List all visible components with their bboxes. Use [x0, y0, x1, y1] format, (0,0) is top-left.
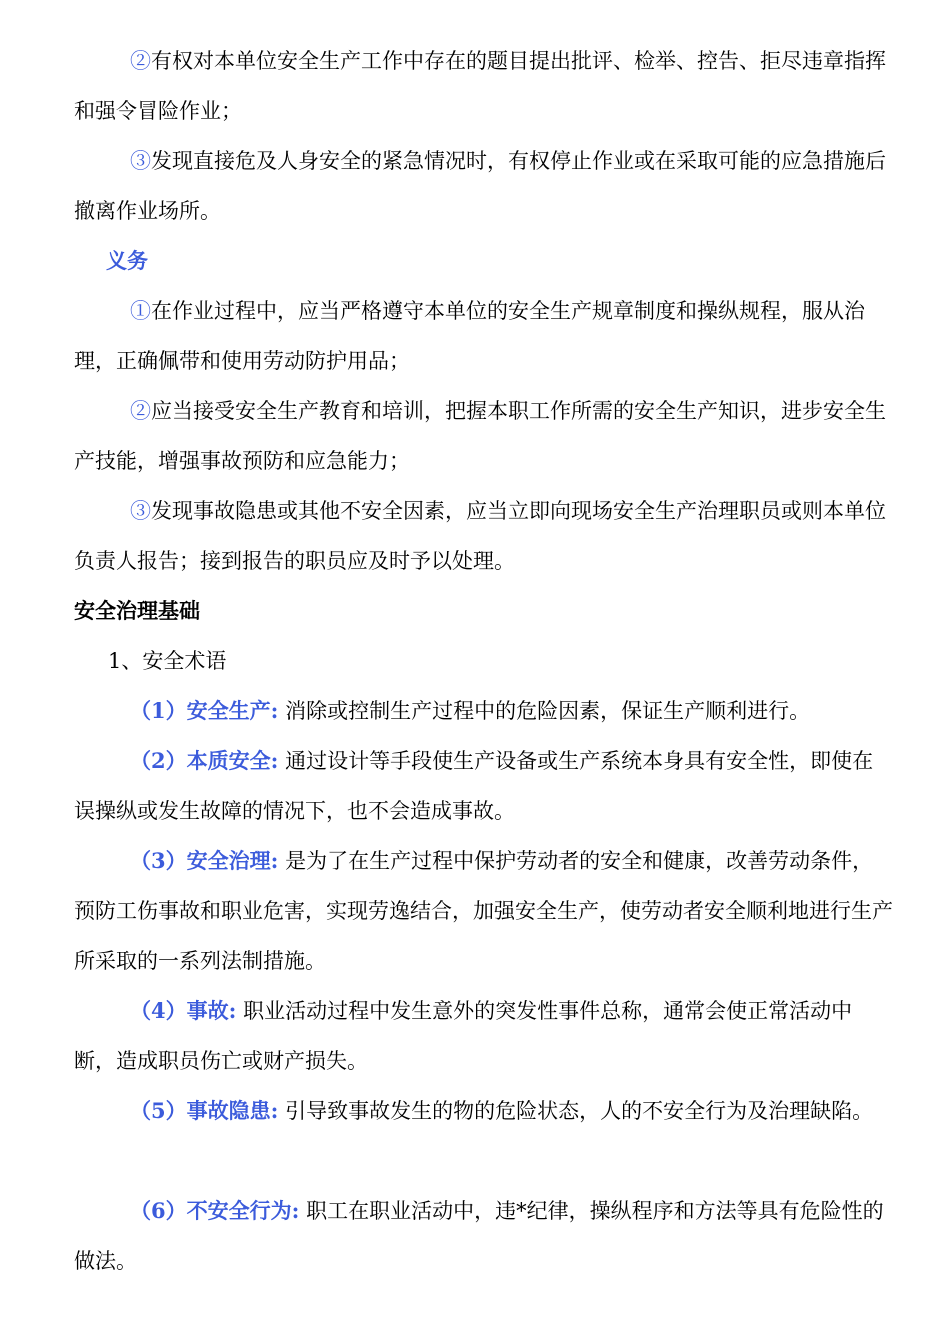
rights-item-3 [74, 136, 894, 236]
term-item-1 [74, 686, 894, 736]
item-number: ③ [130, 149, 151, 173]
item-number: ② [130, 49, 151, 73]
term-label: 不安全行为: [186, 1198, 300, 1223]
section-heading: 安全治理基础 [74, 598, 200, 623]
item-text: 应当接受安全生产教育和培训，把握本职工作所需的安全生产知识，进步安全生产技能，增强事故预防和应急能力； [74, 399, 886, 473]
item-number: ② [130, 399, 151, 423]
term-definition: 职业活动过程中发生意外的突发性事件总称，通常会使正常活动中断，造成职员伤亡或财产损失。 [74, 999, 853, 1073]
item-text: 发现事故隐患或其他不安全因素，应当立即向现场安全生产治理职员或则本单位负责人报告；接到报告的职员应及时予以处理。 [74, 499, 886, 573]
term-number: （5） [130, 1098, 187, 1123]
subsection-heading: 1、安全术语 [108, 649, 227, 673]
term-item-2 [74, 736, 894, 836]
duties-item-3 [74, 486, 894, 586]
term-number: （4） [130, 998, 187, 1023]
term-definition: 职工在职业活动中，违*纪律，操纵程序和方法等具有危险性的做法。 [74, 1199, 884, 1273]
term-definition: 通过设计等手段使生产设备或生产系统本身具有安全性，即使在误操纵或发生故障的情况下，也不会造成事故。 [74, 749, 874, 823]
term-number: （2） [130, 748, 187, 773]
rights-item-2 [74, 36, 894, 136]
item-text: 发现直接危及人身安全的紧急情况时，有权停止作业或在采取可能的应急措施后撤离作业场所。 [74, 149, 886, 223]
term-definition: 消除或控制生产过程中的危险因素，保证生产顺利进行。 [278, 699, 811, 723]
term-definition: 引导致事故发生的物的危险状态，人的不安全行为及治理缺陷。 [278, 1099, 874, 1123]
term-item-5 [74, 1086, 894, 1136]
item-text: 有权对本单位安全生产工作中存在的题目提出批评、检举、控告、拒尽违章指挥和强令冒险作业； [74, 49, 886, 123]
term-label: 事故隐患: [186, 1098, 279, 1123]
duties-heading: 义务 [106, 248, 148, 273]
duties-item-2 [74, 386, 894, 486]
term-definition: 是为了在生产过程中保护劳动者的安全和健康，改善劳动条件，预防工伤事故和职业危害，实现劳逸结合，加强安全生产，使劳动者安全顺利地进行生产所采取的一系列法制措施。 [74, 849, 893, 973]
item-text: 在作业过程中，应当严格遵守本单位的安全生产规章制度和操纵规程，服从治理，正确佩带和使用劳动防护用品； [74, 299, 865, 373]
term-number: （1） [130, 698, 187, 723]
item-number: ① [130, 299, 151, 323]
duties-item-1 [74, 286, 894, 386]
term-number: （3） [130, 848, 187, 873]
term-number: （6） [130, 1198, 187, 1223]
term-label: 安全生产: [186, 698, 279, 723]
term-item-3 [74, 836, 894, 986]
term-label: 事故: [186, 998, 237, 1023]
term-label: 安全治理: [186, 848, 279, 873]
term-item-6 [74, 1186, 894, 1286]
term-label: 本质安全: [186, 748, 279, 773]
item-number: ③ [130, 499, 151, 523]
term-item-4 [74, 986, 894, 1086]
